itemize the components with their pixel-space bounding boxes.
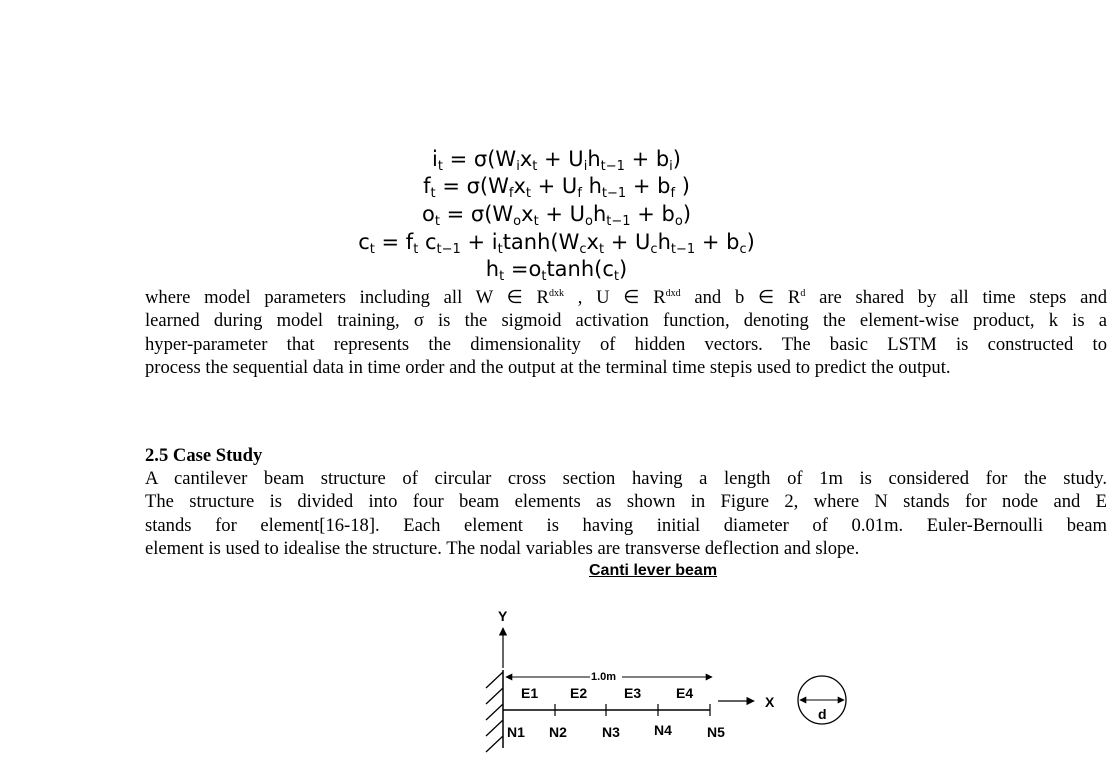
equation-line: $h_t =o_t\tanh(c_t)$ bbox=[485, 257, 628, 284]
node-label: N3 bbox=[602, 724, 620, 740]
node-label: N4 bbox=[654, 722, 672, 738]
element-label: E3 bbox=[624, 685, 642, 701]
node-label: N1 bbox=[507, 724, 525, 740]
paragraph-line: process the sequential data in time order and the output at the terminal time stepis used to predict the output. bbox=[145, 357, 951, 379]
equation-line: $f_t = \sigma(W_fx_t + U_f$ $h_{t-1} + b_f$ ) bbox=[423, 174, 690, 201]
paragraph-line: element is used to idealise the structure. The nodal variables are transverse deflection and slope. bbox=[145, 538, 860, 560]
y-axis-label: Y bbox=[498, 608, 508, 624]
node-label: N2 bbox=[549, 724, 567, 740]
paragraph-line: hyper-parameter that represents the dimensionality of hidden vectors. The basic LSTM is constructed to bbox=[145, 333, 1107, 355]
fixed-support-hatch bbox=[486, 672, 503, 752]
node-label: N5 bbox=[707, 724, 725, 740]
paragraph-line: learned during model training, σ is the sigmoid activation function, denoting the element-wise product, k is a bbox=[145, 310, 1107, 332]
diameter-label: d bbox=[818, 706, 827, 722]
length-label: 1.0m bbox=[591, 671, 617, 683]
lstm-description-paragraph bbox=[145, 286, 1107, 380]
paragraph-line: where model parameters including all W ∈ $R^{dxk}$ , U ∈ $R^{dxd}$ and b ∈ $R^d$ are shared by all time steps and bbox=[145, 287, 1108, 308]
paragraph-line: The structure is divided into four beam elements as shown in Figure 2, where N stands for node and E bbox=[145, 491, 1107, 513]
equation-line: $o_t = \sigma(W_ox_t + U_oh_{t-1} + b_o)$ bbox=[421, 202, 692, 229]
section-heading: 2.5 Case Study bbox=[145, 445, 263, 466]
paragraph-line: A cantilever beam structure of circular cross section having a length of 1m is considered for the study. bbox=[145, 468, 1107, 489]
element-label: E4 bbox=[676, 685, 694, 701]
equation-line: $i_t = \sigma(W_ix_t + U_ih_{t-1} + b_i)$ bbox=[432, 147, 681, 174]
element-label: E1 bbox=[521, 685, 539, 701]
paragraph-line: stands for element[16-18]. Each element is having initial diameter of 0.01m. Euler-Bernoulli beam bbox=[145, 514, 1107, 536]
node-ticks bbox=[555, 704, 710, 716]
case-study-paragraph bbox=[145, 467, 1107, 561]
equation-line: $c_t = f_t$ $c_{t-1} + i_t\tanh(W_cx_t + U_ch_{t-1} + b_c)$ bbox=[358, 230, 755, 257]
element-label: E2 bbox=[570, 685, 588, 701]
cross-section-circle bbox=[798, 676, 846, 724]
figure-title: Canti lever beam bbox=[589, 562, 718, 579]
x-axis-label: X bbox=[765, 694, 775, 710]
